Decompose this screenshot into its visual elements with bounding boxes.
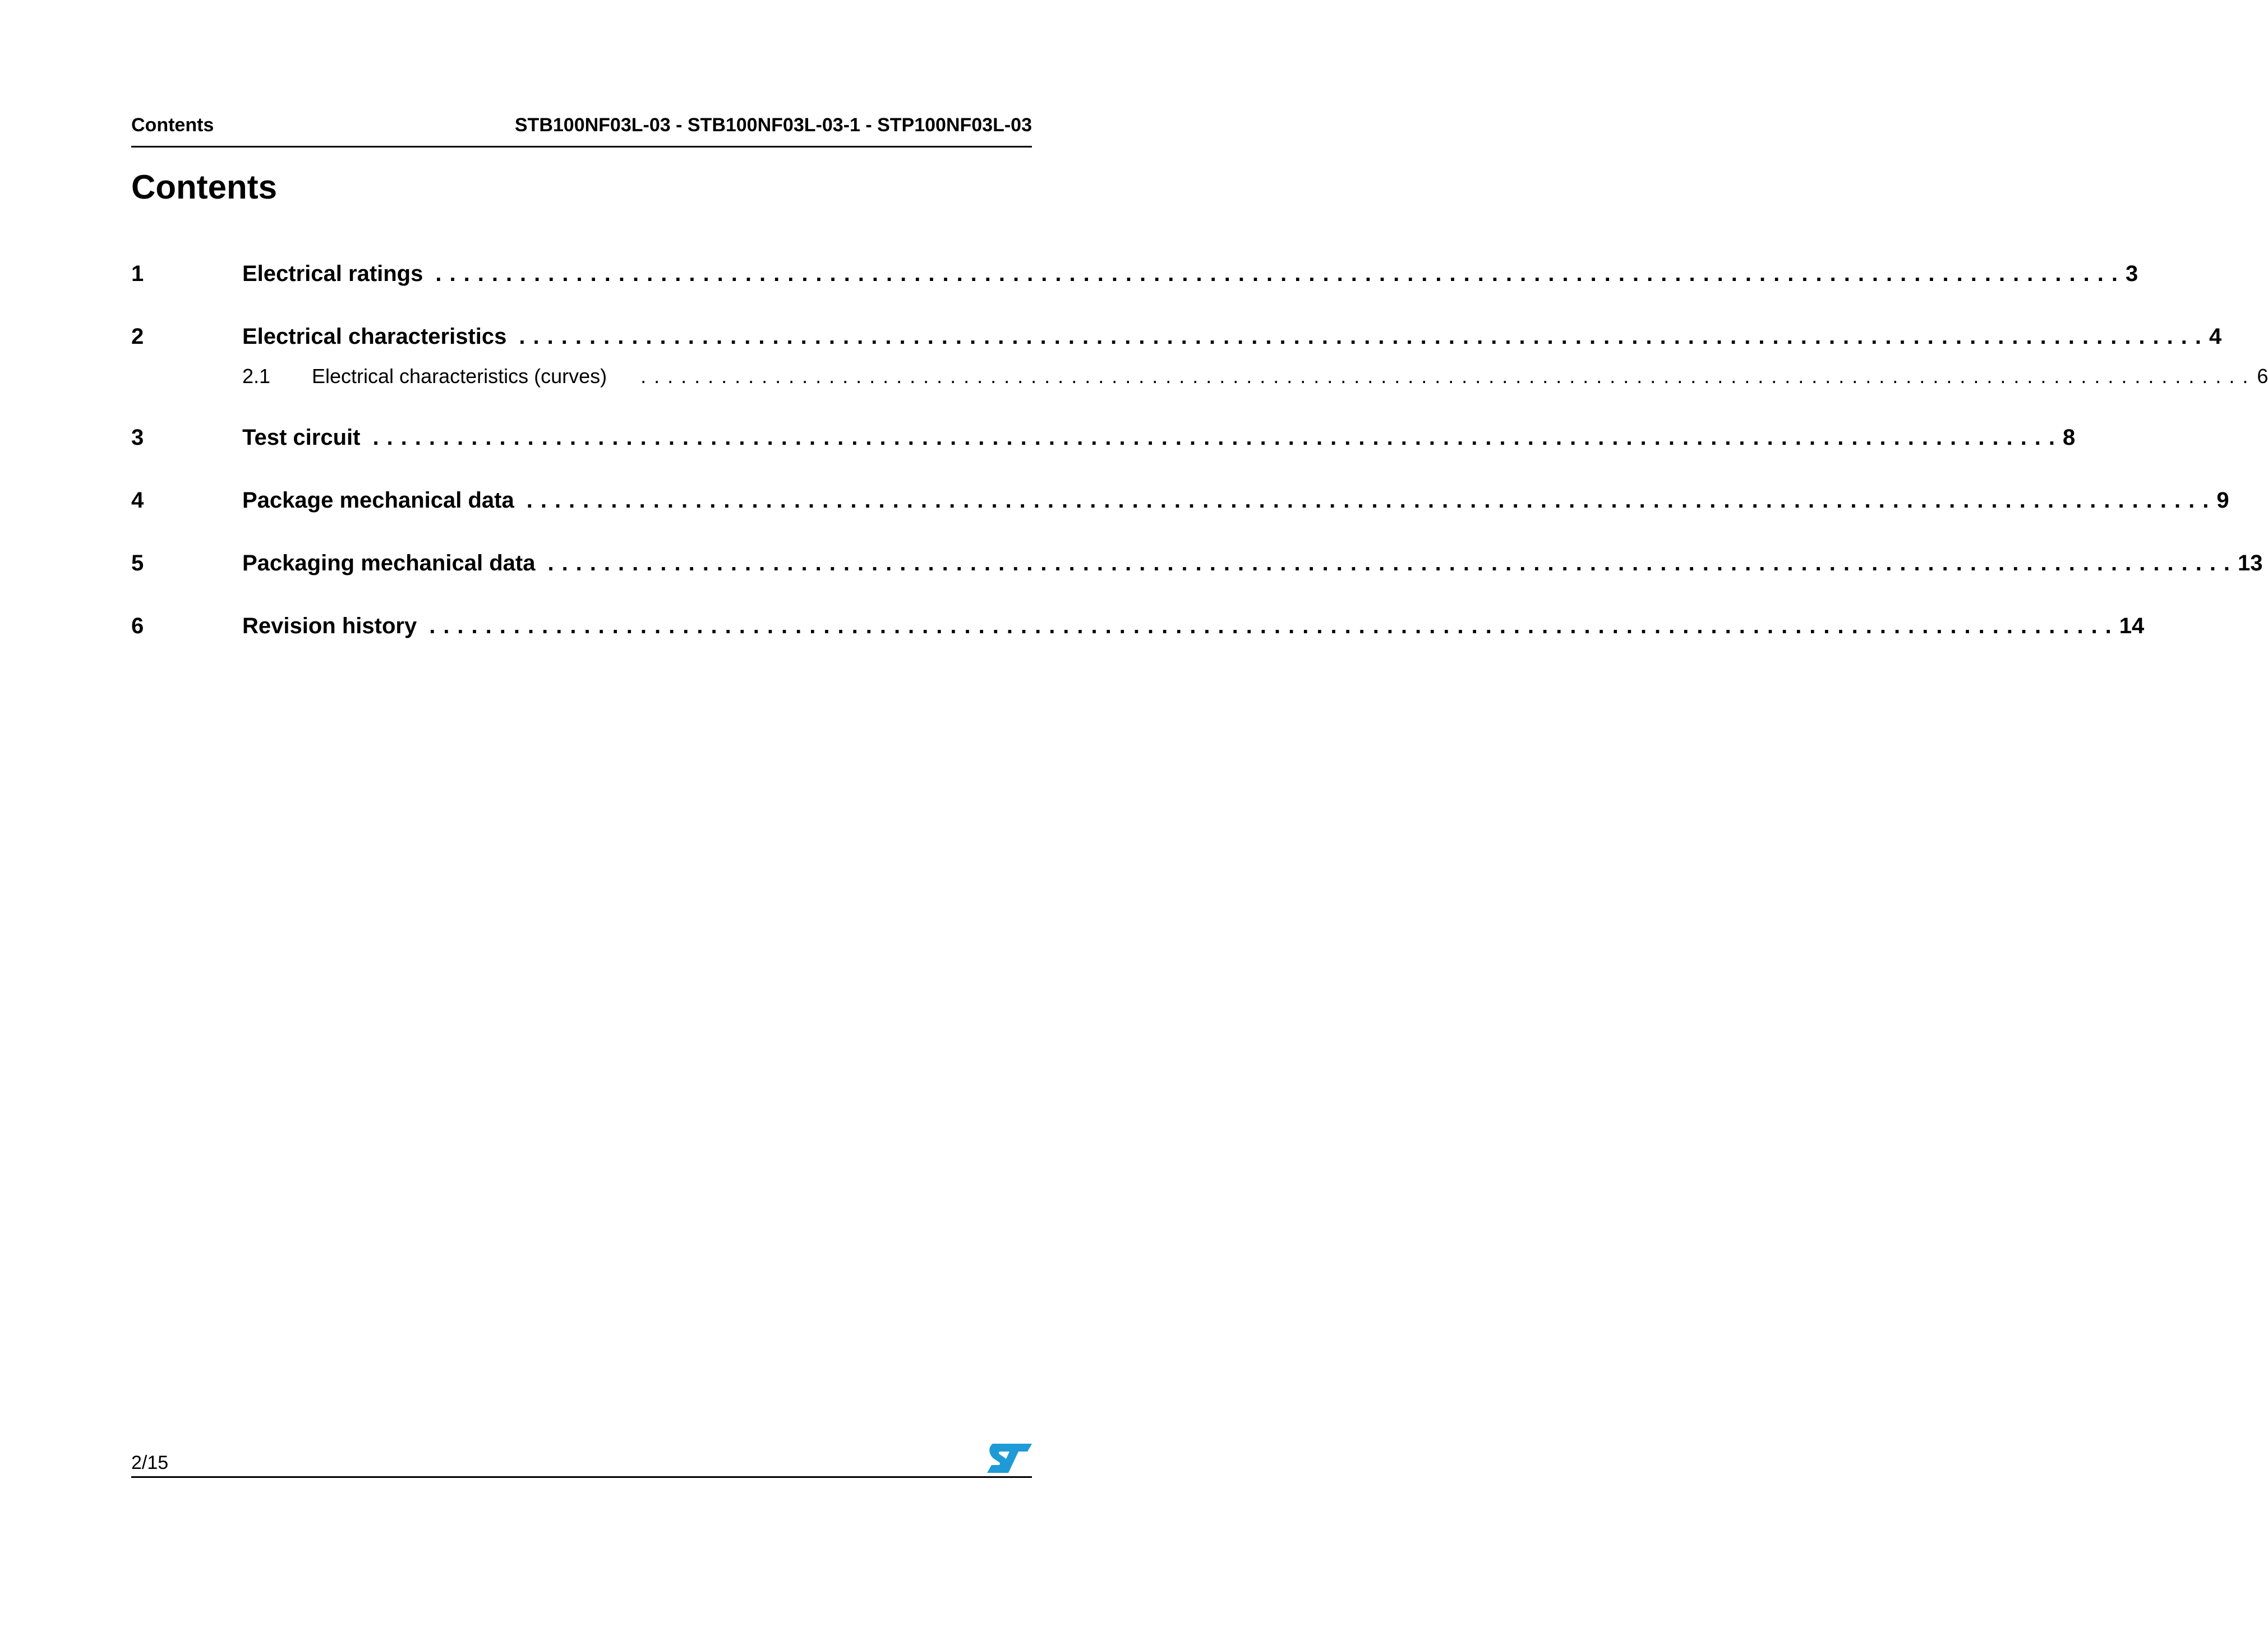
toc-leader-dots: ........................................................................................................................ (435, 261, 2126, 286)
toc-entry-page: 9 (2216, 488, 2229, 513)
toc-entry-number: 2.1 (242, 365, 271, 388)
footer-page-number: 2/15 (131, 1452, 169, 1473)
toc-leader-dots: ........................................................................................................................ (547, 551, 2238, 575)
toc-leader-dots: ........................................................................................................................ (526, 488, 2217, 513)
page-footer (131, 1441, 1032, 1478)
toc-entry-page: 6 (2257, 365, 2268, 388)
page-title: Contents (131, 168, 277, 206)
toc-leader-dots: ........................................................................................................................ (429, 614, 2119, 638)
toc-leader-dots: ........................................................................................................................ (640, 365, 2256, 388)
toc-entry-page: 13 (2238, 551, 2263, 575)
toc-entry-5[interactable] (131, 551, 2263, 576)
toc-leader-dots: ........................................................................................................................ (519, 324, 2209, 349)
toc-entry-title: Revision history (242, 614, 417, 638)
toc-entry-title: Electrical ratings (242, 261, 423, 286)
toc-entry-number: 1 (131, 261, 144, 286)
toc-entry-number: 5 (131, 551, 144, 575)
toc-entry-number: 3 (131, 425, 144, 450)
toc-entry-title: Electrical characteristics (242, 324, 507, 349)
toc-entry-number: 2 (131, 324, 144, 349)
header-document-title: STB100NF03L-03 - STB100NF03L-03-1 - STP100NF03L-03 (514, 114, 1032, 136)
page-header (131, 112, 1032, 148)
toc-entry-page: 4 (2209, 324, 2222, 349)
toc-entry-number: 4 (131, 488, 144, 513)
header-section-label: Contents (131, 114, 214, 136)
toc-entry-title: Electrical characteristics (curves) (312, 365, 607, 388)
toc-entry-2-1[interactable] (131, 365, 2268, 388)
toc-leader-dots: ........................................................................................................................ (372, 425, 2063, 450)
toc-entry-1[interactable] (131, 261, 2138, 287)
toc-entry-number: 6 (131, 614, 144, 638)
toc-entry-4[interactable] (131, 488, 2229, 513)
toc-entry-page: 8 (2063, 425, 2076, 450)
toc-entry-title: Packaging mechanical data (242, 551, 536, 575)
toc-entry-page: 3 (2125, 261, 2138, 286)
toc-entry-title: Test circuit (242, 425, 361, 450)
toc-entry-title: Package mechanical data (242, 488, 514, 513)
st-logo-shape (987, 1444, 1032, 1473)
st-logo-icon (987, 1444, 1032, 1473)
toc-entry-2[interactable] (131, 324, 2222, 349)
toc-entry-3[interactable] (131, 425, 2076, 450)
toc-entry-6[interactable] (131, 614, 2145, 639)
toc-entry-page: 14 (2119, 614, 2145, 638)
